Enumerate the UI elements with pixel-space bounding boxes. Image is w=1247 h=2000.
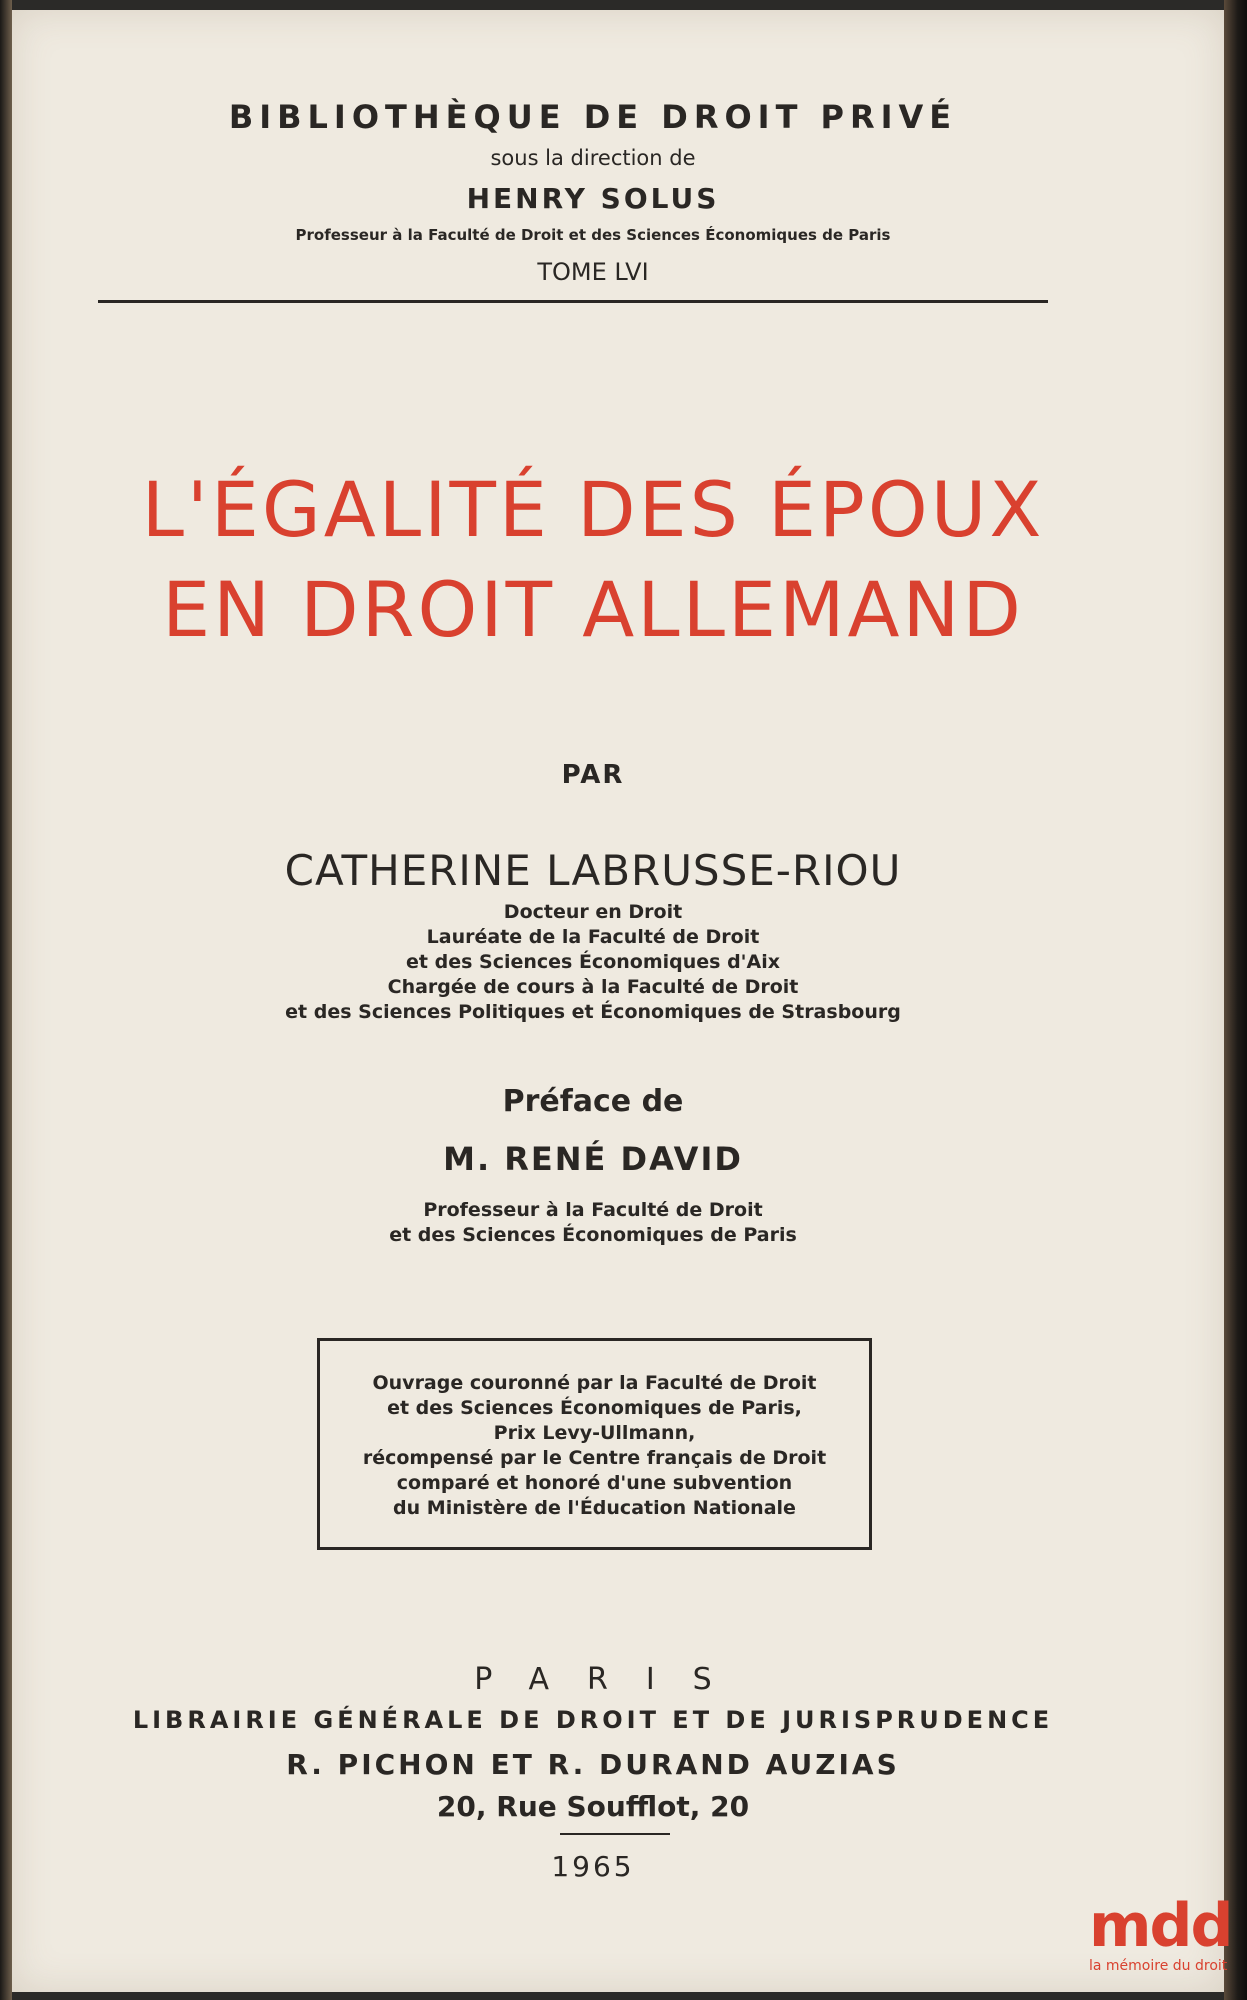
preface-credential-line: Professeur à la Faculté de Droit [423, 1199, 763, 1221]
director-title: Professeur à la Faculté de Droit et des Sciences Économiques de Paris [295, 226, 891, 244]
award-text [320, 1371, 869, 1521]
series-title: BIBLIOTHÈQUE DE DROIT PRIVÉ [228, 98, 958, 136]
award-box [317, 1338, 872, 1550]
book-title-line-1: L'ÉGALITÉ DES ÉPOUX [141, 465, 1045, 554]
award-line: récompensé par le Centre français de Droit [362, 1447, 827, 1469]
award-line: du Ministère de l'Éducation Nationale [393, 1497, 796, 1519]
imprint-city: PARIS [474, 1662, 750, 1697]
preface-label: Préface de [502, 1084, 684, 1119]
preface-author: M. RENÉ DAVID [443, 1140, 743, 1178]
author-name: CATHERINE LABRUSSE-RIOU [284, 846, 902, 895]
header-divider [98, 300, 1048, 303]
book-title [0, 460, 1199, 660]
by-label: PAR [561, 760, 625, 790]
imprint-divider [560, 1833, 670, 1835]
mdd-logo [1089, 1891, 1239, 1978]
tome-number: TOME LVI [537, 258, 649, 286]
author-credential-line: Lauréate de la Faculté de Droit [426, 926, 760, 948]
publication-year: 1965 [551, 1850, 635, 1883]
director-name: HENRY SOLUS [466, 182, 720, 215]
book-binding-right [1224, 0, 1247, 2000]
imprint-address: 20, Rue Soufflot, 20 [436, 1790, 750, 1823]
author-credential-line: Docteur en Droit [503, 901, 683, 923]
imprint-publisher: LIBRAIRIE GÉNÉRALE DE DROIT ET DE JURISPRUDENCE [132, 1706, 1054, 1734]
award-line: et des Sciences Économiques de Paris, [387, 1397, 802, 1419]
award-line: comparé et honoré d'une subvention [396, 1472, 793, 1494]
imprint-owners: R. PICHON ET R. DURAND AUZIAS [286, 1748, 900, 1781]
award-line: Ouvrage couronné par la Faculté de Droit [372, 1372, 817, 1394]
mdd-logo-caption: la mémoire du droit [1089, 1958, 1228, 1974]
author-credential-line: et des Sciences Économiques d'Aix [406, 951, 780, 973]
preface-author-credentials [0, 1198, 1199, 1248]
preface-credential-line: et des Sciences Économiques de Paris [389, 1224, 797, 1246]
title-page [12, 10, 1224, 1992]
author-credentials [0, 900, 1199, 1025]
book-title-line-2: EN DROIT ALLEMAND [162, 565, 1024, 654]
award-line: Prix Levy-Ullmann, [493, 1422, 696, 1444]
author-credential-line: Chargée de cours à la Faculté de Droit [387, 976, 799, 998]
author-credential-line: et des Sciences Politiques et Économiques de Strasbourg [285, 1001, 901, 1023]
mdd-logo-mark: mdd [1089, 1891, 1232, 1961]
direction-label: sous la direction de [490, 146, 696, 170]
